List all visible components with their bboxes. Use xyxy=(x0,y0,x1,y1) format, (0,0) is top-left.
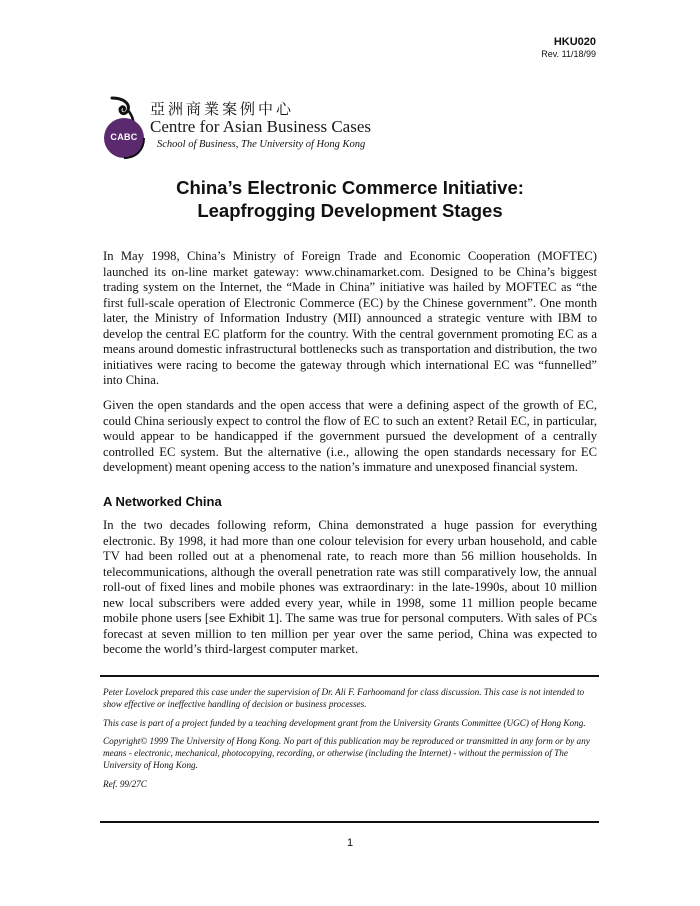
section-heading: A Networked China xyxy=(103,494,222,509)
footnote-reference: Ref. 99/27C xyxy=(103,778,147,789)
body-paragraph-2: Given the open standards and the open access that were a defining aspect of the growth of EC, could China seriously expect to control the flow of EC to such an extent? Retail EC, in particular, would appear to be handicapped if the government pursued the development of a centrally controlled EC system. But the alternative (i.e., allowing the open standards necessary for EC development) meant opening access to the nation’s immature and unexposed financial system. xyxy=(103,398,597,474)
case-code: HKU020 xyxy=(553,36,596,48)
paragraph-3-text-after: ]. The same was true for personal computers. With sales of PCs forecast at seven million to ten million per year over the same period, China was expected to become the world’s third-largest computer market. xyxy=(103,611,597,656)
title-line-2: Leapfrogging Development Stages xyxy=(197,200,503,221)
footnotes xyxy=(103,687,597,798)
footnote-authorship: Peter Lovelock prepared this case under the supervision of Dr. Ali F. Farhoomand for class discussion. This case is not intended to show effective or ineffective handling of decision or business processes. xyxy=(103,687,585,709)
logo-english-name: Centre for Asian Business Cases xyxy=(150,117,371,136)
footnote-divider-bottom xyxy=(100,821,599,823)
paragraph-3-text-before: In the two decades following reform, China demonstrated a huge passion for everything electronic. By 1998, it had more than one colour television for every urban household, and cable TV had been rolled out at a phenomenal rate, to reach more than 56 million households. In telecommunications, although the overall penetration rate was still comparatively low, the annual roll-out of fixed lines and mobile phones was extraordinary: in the late-1990s, about 10 million new local subscribers were added every year, while in 1998, some 11 million people became mobile phone users [see xyxy=(103,518,597,625)
logo-chinese-name: 亞洲商業案例中心 xyxy=(150,100,295,118)
page-number: 1 xyxy=(346,837,354,849)
case-identifier xyxy=(541,36,596,60)
footnote-divider-top xyxy=(100,675,599,677)
footnote-copyright: Copyright© 1999 The University of Hong Kong. No part of this publication may be reproduced or transmitted in any form or by any means - electronic, mechanical, photocopying, recording, or otherwise (including the Internet) - without the permission of The University of Hong Kong. xyxy=(103,736,590,770)
title-line-1: China’s Electronic Commerce Initiative: xyxy=(176,177,524,198)
body-paragraph-1: In May 1998, China’s Ministry of Foreign Trade and Economic Cooperation (MOFTEC) launched its on-line market gateway: www.chinamarket.com. Designed to be China’s biggest trading system on the Internet, the “Made in China” initiative was hailed by MOFTEC as “the first full-scale operation of Electronic Commerce (EC) by the Chinese government”. One month later, the Ministry of Information Industry (MII) announced a strategic venture with IBM to develop the central EC platform for the country. With the central government promoting EC as a means around domestic infrastructural bottlenecks such as transportation and distribution, the two initiatives were racing to become the gateway through which international EC was “funnelled” into China. xyxy=(103,249,597,387)
footnote-funding: This case is part of a project funded by a teaching development grant from the University Grants Committee (UGC) of Hong Kong. xyxy=(103,717,586,728)
document-title xyxy=(0,176,700,222)
logo-school-line: School of Business, The University of Hong Kong xyxy=(157,139,366,150)
logo-mark-text: CABC xyxy=(110,132,138,142)
revision-date: Rev. 11/18/99 xyxy=(541,49,596,59)
body-paragraph-3 xyxy=(103,518,597,658)
cabc-logo xyxy=(100,96,380,160)
exhibit-reference: Exhibit 1 xyxy=(228,611,275,625)
